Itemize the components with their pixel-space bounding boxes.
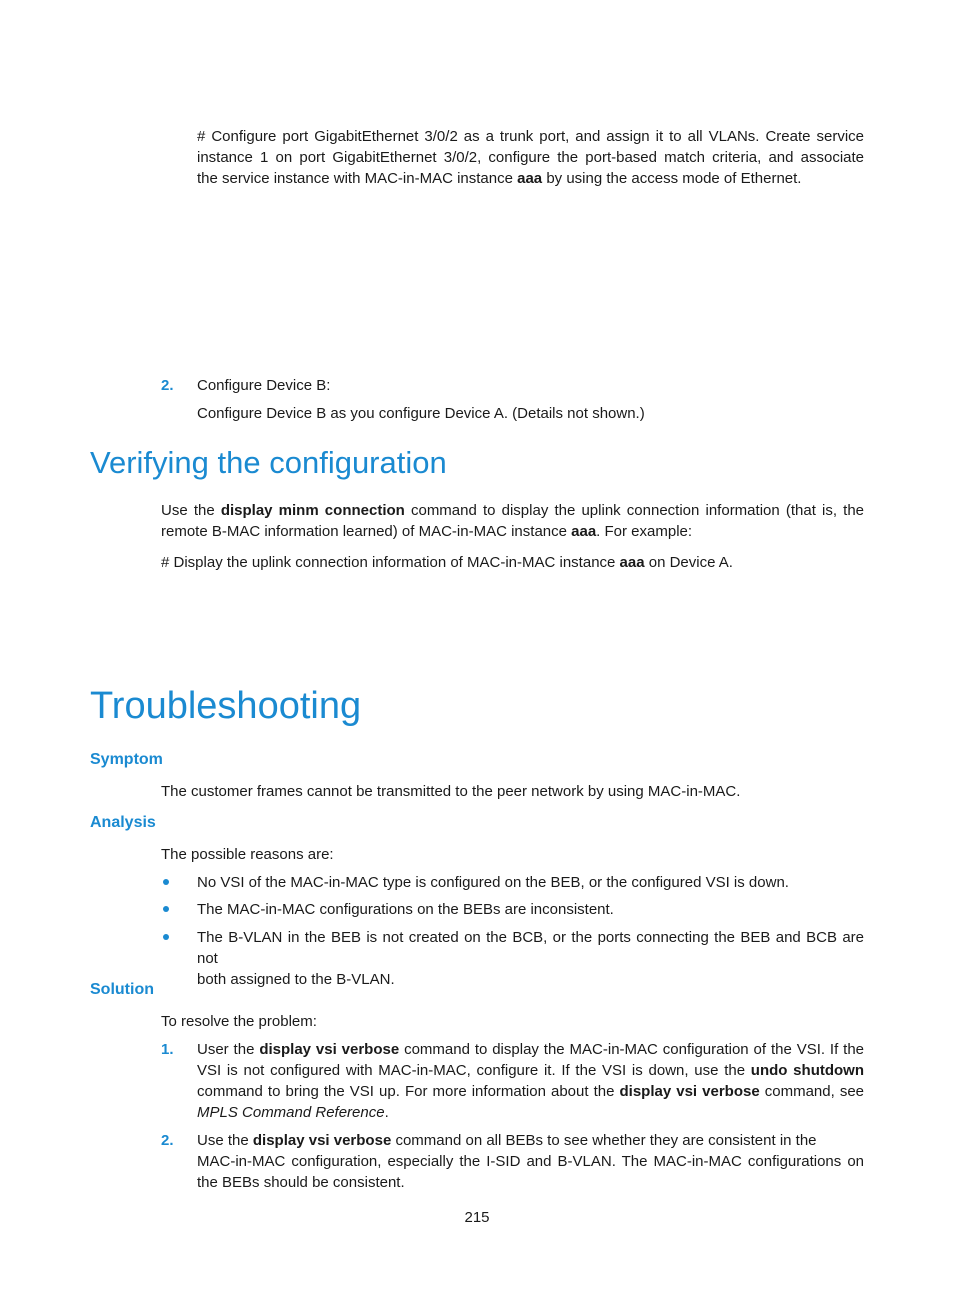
chapter-heading-troubleshooting: Troubleshooting	[90, 685, 362, 727]
text-run: . For example:	[596, 523, 693, 540]
intro-line-2: instance 1 on port GigabitEthernet 3/0/2, configure the port-based match criteria, and associate	[197, 149, 864, 166]
list-item: No VSI of the MAC-in-MAC type is configured on the BEB, or the configured VSI is down.	[197, 874, 789, 891]
page-number: 215	[464, 1209, 490, 1226]
verify-line-1	[161, 500, 864, 521]
text-run: command on all BEBs to see whether they are consistent in the	[391, 1132, 817, 1149]
step-number: 2.	[161, 377, 174, 394]
intro-line-3	[197, 168, 864, 189]
symptom-text: The customer frames cannot be transmitted to the peer network by using MAC-in-MAC.	[161, 783, 741, 800]
command-text: undo shutdown	[750, 1062, 865, 1079]
command-text: display vsi verbose	[619, 1083, 760, 1100]
section-heading-verifying: Verifying the configuration	[90, 445, 447, 480]
bullet-icon	[163, 934, 169, 940]
step-line	[197, 1130, 864, 1151]
manual-reference: MPLS Command Reference	[197, 1104, 385, 1121]
bold-text: aaa	[571, 523, 597, 540]
text-run: VSI is not configured with MAC-in-MAC, configure it. If the VSI is down, use the	[197, 1062, 751, 1079]
step-line	[197, 1039, 864, 1060]
intro-line-1: # Configure port GigabitEthernet 3/0/2 as a trunk port, and assign it to all VLANs. Create service	[197, 128, 864, 145]
step-text: Configure Device B as you configure Device A. (Details not shown.)	[197, 405, 645, 422]
step-line: MAC-in-MAC configuration, especially the I-SID and B-VLAN. The MAC-in-MAC configurations on	[197, 1153, 864, 1170]
solution-step-2	[197, 1130, 864, 1193]
step-line	[197, 1081, 864, 1102]
list-item: The MAC-in-MAC configurations on the BEBs are inconsistent.	[197, 901, 614, 918]
subheading-solution: Solution	[90, 981, 154, 998]
list-item-line: The B-VLAN in the BEB is not created on the BCB, or the ports connecting the BEB and BCB are not	[197, 929, 864, 967]
text-run: command to display the uplink connection information (that is, the	[404, 502, 865, 519]
text-run: the service instance with MAC-in-MAC instance	[197, 170, 518, 187]
bullet-icon	[163, 879, 169, 885]
subheading-analysis: Analysis	[90, 814, 156, 831]
text-run: command, see	[759, 1083, 865, 1100]
text-run: Use the	[161, 502, 221, 519]
step-line	[197, 1060, 864, 1081]
analysis-intro: The possible reasons are:	[161, 846, 334, 863]
verify-example-line	[161, 552, 733, 573]
list-item-line: both assigned to the B-VLAN.	[197, 971, 395, 988]
text-run: by using the access mode of Ethernet.	[542, 170, 802, 187]
text-run: .	[384, 1104, 389, 1121]
text-run: User the	[197, 1041, 260, 1058]
text-run: on Device A.	[644, 554, 733, 571]
list-item	[197, 927, 864, 990]
text-run: Use the	[197, 1132, 253, 1149]
step-title: Configure Device B:	[197, 377, 331, 394]
step-number: 2.	[161, 1132, 174, 1149]
verify-line-2	[161, 521, 864, 542]
step-number: 1.	[161, 1041, 174, 1058]
bullet-icon	[163, 906, 169, 912]
bold-text: aaa	[619, 554, 645, 571]
command-text: display minm connection	[220, 502, 405, 519]
step-line	[197, 1102, 864, 1123]
text-run: remote B-MAC information learned) of MAC-in-MAC instance	[161, 523, 572, 540]
text-run: command to bring the VSI up. For more information about the	[197, 1083, 620, 1100]
bold-text: aaa	[517, 170, 543, 187]
command-text: display vsi verbose	[252, 1132, 392, 1149]
solution-intro: To resolve the problem:	[161, 1013, 317, 1030]
step-line: the BEBs should be consistent.	[197, 1174, 405, 1191]
command-text: display vsi verbose	[259, 1041, 400, 1058]
text-run: # Display the uplink connection information of MAC-in-MAC instance	[161, 554, 620, 571]
intro-paragraph	[197, 126, 864, 189]
solution-step-1	[197, 1039, 864, 1123]
text-run: command to display the MAC-in-MAC configuration of the VSI. If the	[399, 1041, 865, 1058]
subheading-symptom: Symptom	[90, 751, 163, 768]
verify-paragraph	[161, 500, 864, 542]
